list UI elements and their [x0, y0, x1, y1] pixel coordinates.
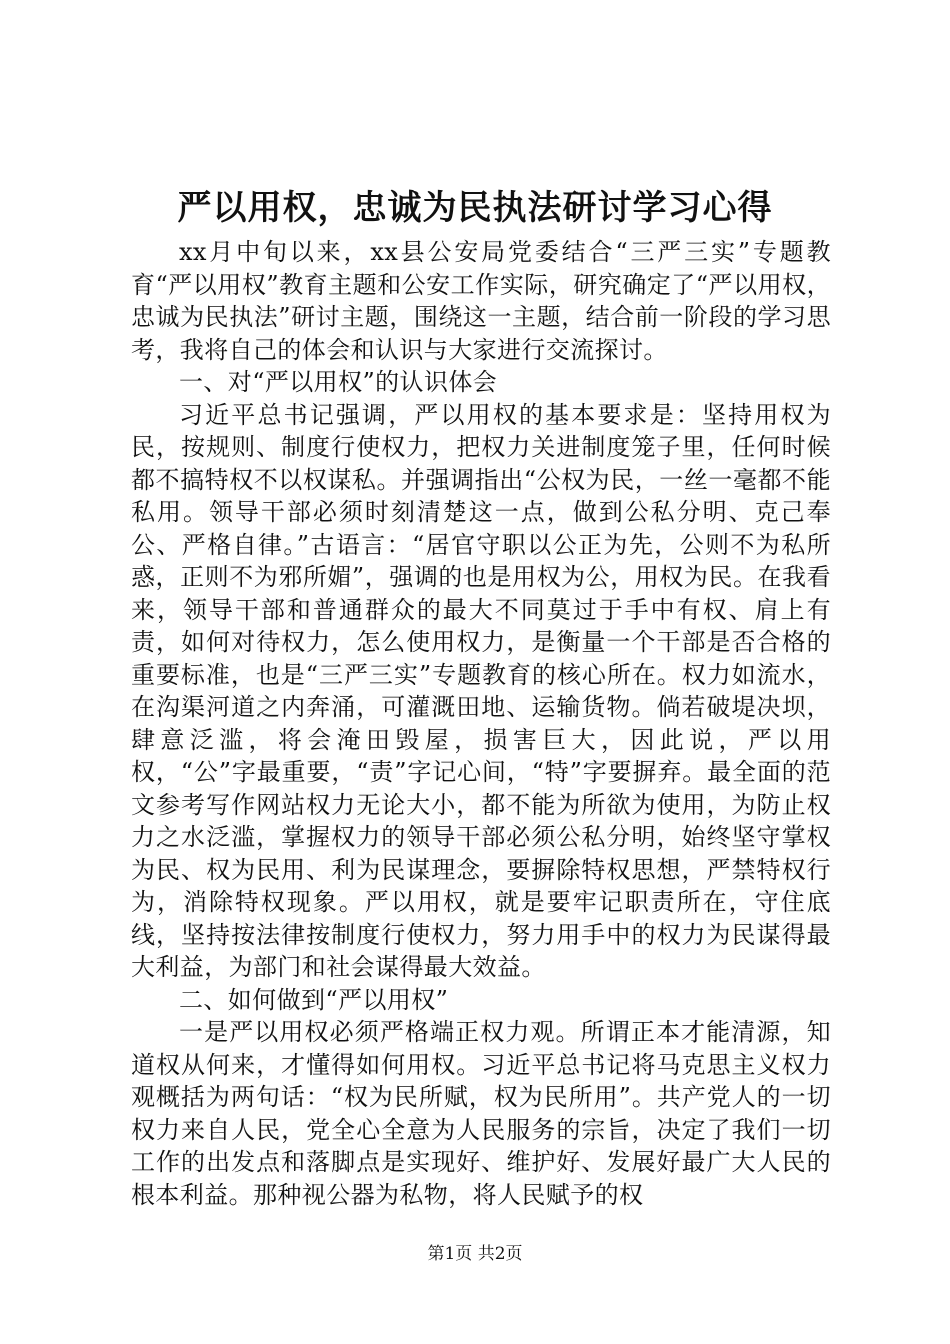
section-heading-2: 二、如何做到“严以用权” [179, 985, 449, 1014]
section-2-paragraph: 一是严以用权必须严格端正权力观。所谓正本才能清源，知道权从何来，才懂得如何用权。习近平总书记将马克思主义权力观概括为两句话：“权为民所赋，权为民所用”。共产党人的一切权力来自人民，党全心全意为人民服务的宗旨，决定了我们一切工作的出发点和落脚点是实现好、维护好、发展好最广大人民的根本利益。那种视公器为私物，将人民赋予的权 [131, 1018, 831, 1209]
intro-paragraph: xx月中旬以来，xx县公安局党委结合“三严三实”专题教育“严以用权”教育主题和公安工作实际，研究确定了“严以用权，忠诚为民执法”研讨主题，围绕这一主题，结合前一阶段的学习思考，我将自己的体会和认识与大家进行交流探讨。 [131, 238, 831, 364]
document-body [131, 236, 831, 1211]
section-heading-1: 一、对“严以用权”的认识体会 [179, 368, 498, 396]
page-number-footer: 第1页 共2页 [427, 1244, 523, 1264]
document-title: 严以用权，忠诚为民执法研讨学习心得 [177, 188, 773, 228]
section-1-paragraph: 习近平总书记强调，严以用权的基本要求是：坚持用权为民，按规则、制度行使权力，把权力关进制度笼子里，任何时候都不搞特权不以权谋私。并强调指出“公权为民，一丝一毫都不能私用。领导干部必须时刻清楚这一点，做到公私分明、克己奉公、严格自律。”古语言：“居官守职以公正为先，公则不为私所惑，正则不为邪所媚”，强调的也是用权为公，用权为民。在我看来，领导干部和普通群众的最大不同莫过于手中有权、肩上有责，如何对待权力，怎么使用权力，是衡量一个干部是否合格的重要标准，也是“三严三实”专题教育的核心所在。权力如流水，在沟渠河道之内奔涌，可灌溉田地、运输货物。倘若破堤决坝，肆意泛滥，将会淹田毁屋，损害巨大，因此说，严以用权，“公”字最重要，“责”字记心间，“特”字要摒弃。最全面的范文参考写作网站权力无论大小，都不能为所欲为使用，为防止权力之水泛滥，掌握权力的领导干部必须公私分明，始终坚守掌权为民、权为民用、利为民谋理念，要摒除特权思想，严禁特权行为，消除特权现象。严以用权，就是要牢记职责所在，守住底线，坚持按法律按制度行使权力，努力用手中的权力为民谋得最大利益，为部门和社会谋得最大效益。 [131, 400, 831, 981]
